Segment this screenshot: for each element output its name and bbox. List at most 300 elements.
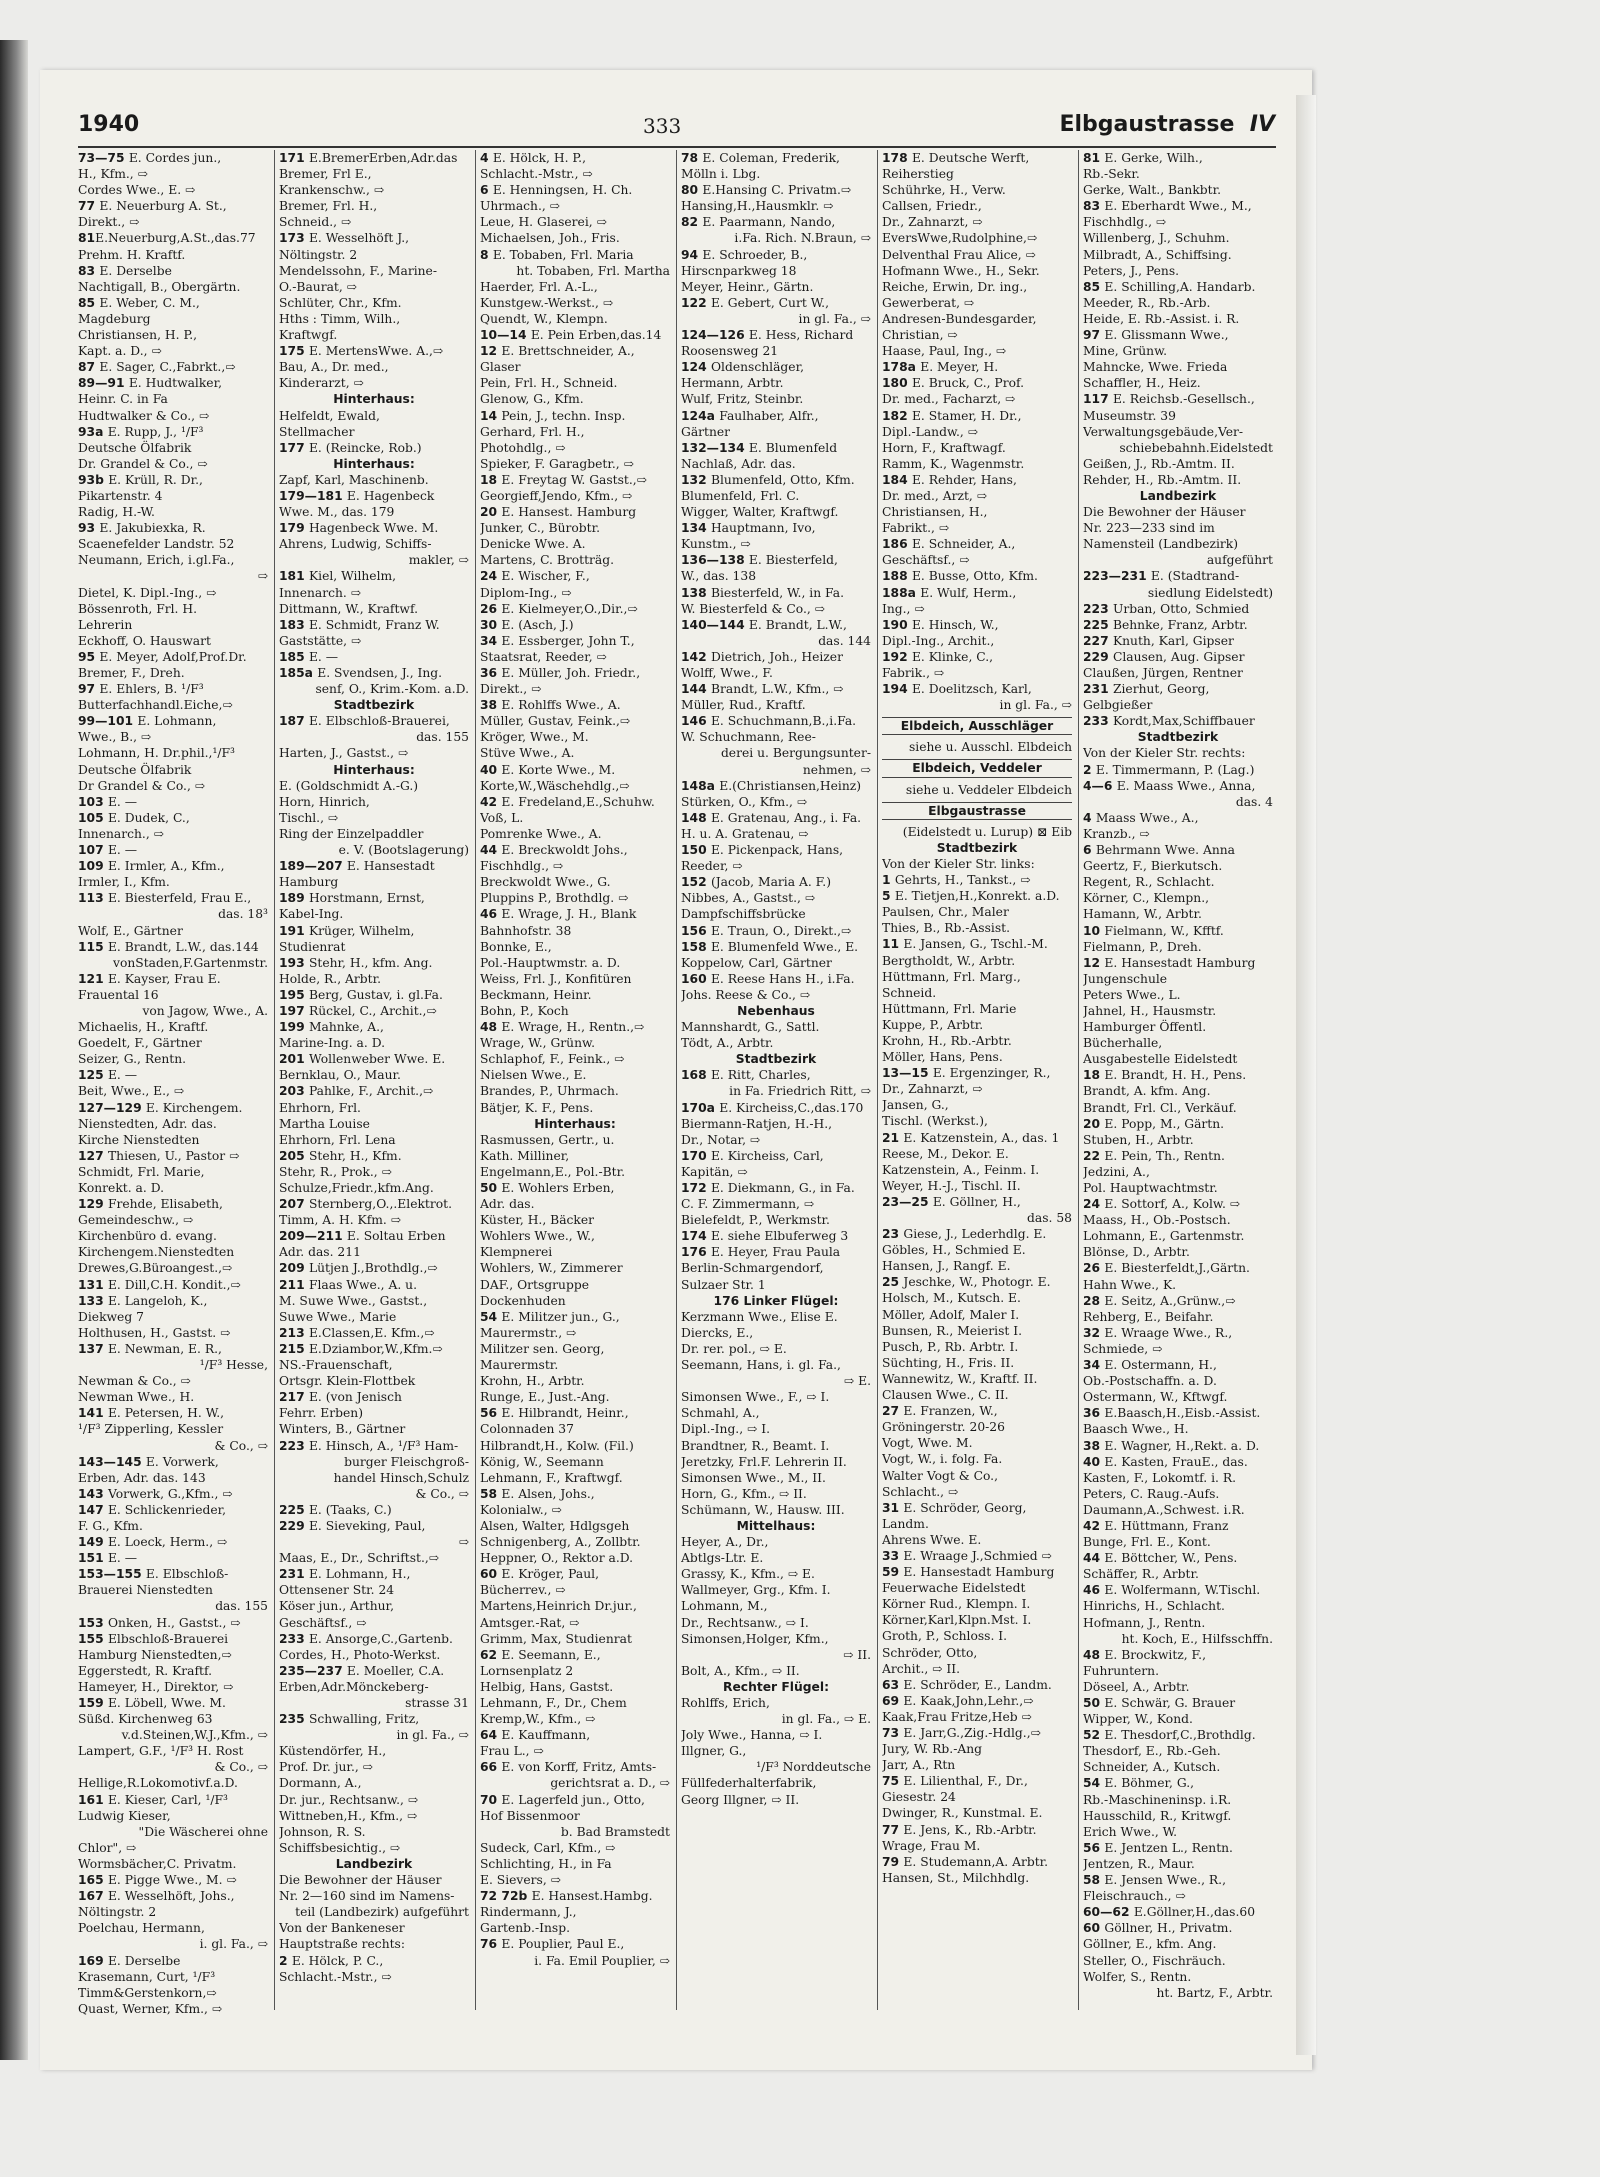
directory-line: 115 E. Brandt, L.W., das.144 [78, 939, 259, 954]
directory-line: 180 E. Bruck, C., Prof. [882, 376, 1025, 391]
directory-line: Glenow, G., Kfm. [480, 392, 584, 407]
directory-line: 107 E. — [78, 843, 138, 858]
directory-line: Schmahl, A., [681, 1406, 760, 1421]
directory-line: 194 E. Doelitzsch, Karl, [882, 682, 1032, 697]
directory-line: Schneider, A., Kutsch. [1083, 1760, 1221, 1775]
directory-line: Kranzb., ⇨ [1083, 826, 1150, 841]
directory-line: Amtsger.-Rat, ⇨ [480, 1615, 580, 1630]
directory-line: 175 E. MertensWwe. A.,⇨ [279, 344, 444, 359]
directory-line: Suwe Wwe., Marie [279, 1309, 397, 1324]
directory-line: 170a E. Kircheiss,C.,das.170 [681, 1100, 864, 1115]
directory-line: Hirscnparkweg 18 [681, 263, 797, 278]
directory-line: Rehder, H., Rb.-Amtm. II. [1083, 472, 1242, 487]
directory-line: Bunge, Frl. E., Kont. [1083, 1535, 1211, 1550]
directory-line: Georgieff,Jendo, Kfm., ⇨ [480, 488, 633, 503]
directory-line: 201 Wollenweber Wwe. E. [279, 1052, 446, 1067]
directory-line: Hausschild, R., Kritwgf. [1083, 1808, 1232, 1823]
directory-line: 152 (Jacob, Maria A. F.) [681, 875, 831, 890]
directory-line: 24 E. Sottorf, A., Kolw. ⇨ [1083, 1197, 1241, 1212]
directory-line: Ahrens, Ludwig, Schiffs- [279, 537, 432, 552]
directory-line: Clausen Wwe., C. II. [882, 1388, 1009, 1403]
directory-line: Von der Kieler Str. rechts: [1083, 746, 1246, 761]
directory-line: 85 E. Schilling,A. Handarb. [1083, 279, 1256, 294]
directory-line: Wigger, Walter, Kraftwgf. [681, 505, 839, 520]
directory-line: Bremer, F., Dreh. [78, 666, 185, 680]
directory-line: 150 E. Pickenpack, Hans, [681, 843, 844, 858]
directory-line: Horn, G., Kfm., ⇨ II. [681, 1486, 807, 1501]
directory-line: Brandt, Frl. Cl., Verkäuf. [1083, 1100, 1237, 1115]
directory-line: Nebenhaus [737, 1003, 815, 1018]
directory-line: Simonsen Wwe., F., ⇨ I. [681, 1390, 830, 1405]
directory-line: Nibbes, A., Gastst., ⇨ [681, 891, 816, 906]
directory-line: Bücherhalle, [1083, 1036, 1163, 1051]
directory-line: 207 Sternberg,O.,.Elektrot. [279, 1197, 453, 1212]
directory-line: 38 E. Wagner, H.,Rekt. a. D. [1083, 1438, 1260, 1453]
directory-line: v.d.Steinen,W.J.,Kfm., ⇨ [121, 1728, 268, 1743]
directory-line: 229 E. Sieveking, Paul, [279, 1518, 426, 1533]
directory-line: 30 E. (Asch, J.) [480, 617, 574, 632]
directory-line: Kuppe, P., Arbtr. [882, 1017, 984, 1032]
directory-line: Timm, A. H. Kfm. ⇨ [279, 1213, 402, 1228]
directory-line: Heide, E. Rb.-Assist. i. R. [1083, 311, 1240, 326]
directory-line: 80 E.Hansing C. Privatm.⇨ [681, 183, 852, 198]
directory-line: 151 E. — [78, 1551, 138, 1566]
directory-line: Meeder, R., Rb.-Arb. [1083, 295, 1211, 310]
directory-line: 143—145 E. Vorwerk, [78, 1454, 219, 1469]
directory-line: Horn, Hinrich, [279, 794, 370, 809]
directory-line: Hofmann, J., Rentn. [1083, 1615, 1206, 1630]
directory-line: Glaser [480, 360, 521, 375]
directory-line: 2 E. Hölck, P. C., [279, 1953, 384, 1968]
directory-line: Krankenschw., ⇨ [279, 183, 385, 198]
directory-line: Schührke, H., Verw. [882, 183, 1006, 198]
directory-line: Dr Grandel & Co., ⇨ [78, 778, 206, 793]
directory-line: Bunsen, R., Meierist I. [882, 1323, 1023, 1338]
directory-line: 56 E. Hilbrandt, Heinr., [480, 1406, 629, 1421]
directory-line: 190 E. Hinsch, W., [882, 617, 999, 632]
directory-line: Sulzaer Str. 1 [681, 1277, 766, 1292]
directory-line: Gärtner [681, 424, 731, 439]
directory-line: Von der Bankeneser [279, 1921, 405, 1936]
column-divider [877, 150, 878, 2010]
directory-line: Dampfschiffsbrücke [681, 907, 806, 922]
directory-line: Maass, H., Ob.-Postsch. [1083, 1213, 1231, 1228]
directory-line: Archit., ⇨ II. [882, 1661, 961, 1676]
directory-line: Katzenstein, A., Feinm. I. [882, 1162, 1040, 1177]
directory-line: Reiche, Erwin, Dr. ing., [882, 279, 1028, 294]
directory-line: W. Biesterfeld & Co., ⇨ [681, 601, 825, 616]
directory-line: 161 E. Kieser, Carl, ¹/F³ [78, 1792, 228, 1807]
directory-line: 156 E. Traun, O., Direkt.,⇨ [681, 923, 852, 938]
directory-line: 58 E. Jensen Wwe., R., [1083, 1873, 1226, 1888]
directory-line: 225 Behnke, Franz, Arbtr. [1083, 617, 1248, 632]
directory-line: F. G., Kfm. [78, 1518, 143, 1533]
directory-line: 149 E. Loeck, Herm., ⇨ [78, 1535, 228, 1550]
header-title [1059, 112, 1275, 137]
directory-line: 97 E. Glissmann Wwe., [1083, 328, 1229, 343]
directory-line: 34 E. Ostermann, H., [1083, 1358, 1217, 1373]
directory-line: 34 E. Essberger, John T., [480, 633, 635, 648]
directory-line: Hamburg [279, 875, 339, 890]
directory-line: Pol. Hauptwachtmstr. [1083, 1181, 1218, 1195]
directory-line: 134 Hauptmann, Ivo, [681, 521, 816, 536]
directory-line: 125 E. — [78, 1068, 138, 1083]
directory-line: Tischl. (Werkst.), [882, 1114, 988, 1129]
directory-line: 146 E. Schuchmann,B.,i.Fa. [681, 714, 857, 729]
directory-line: Hansen, J., Rangf. E. [882, 1259, 1011, 1274]
directory-line: Christiansen, H. P., [78, 328, 198, 343]
directory-line: Stuben, H., Arbtr. [1083, 1132, 1194, 1147]
directory-line: Illgner, G., [681, 1744, 747, 1759]
directory-line: Tödt, A., Arbtr. [681, 1036, 774, 1051]
directory-line: 124a Faulhaber, Alfr., [681, 408, 819, 423]
directory-line: Abtlgs-Ltr. E. [681, 1551, 764, 1566]
directory-line: 59 E. Hansestadt Hamburg [882, 1565, 1055, 1580]
directory-line: Uhrmach., ⇨ [480, 199, 560, 214]
directory-line: Studienrat [279, 939, 346, 954]
directory-line: Haase, Paul, Ing., ⇨ [882, 344, 1007, 359]
directory-line: 73—75 E. Cordes jun., [78, 151, 222, 165]
directory-line: Stadtbezirk [333, 698, 415, 713]
directory-line: Geißen, J., Rb.-Amtm. II. [1083, 456, 1235, 471]
column-divider [676, 150, 677, 2010]
directory-line: Horn, F., Kraftwagf. [882, 440, 1006, 455]
directory-line: Wwe. M., das. 179 [279, 505, 395, 520]
directory-line: 223 Urban, Otto, Schmied [1083, 601, 1250, 616]
directory-line: 18 E. Brandt, H. H., Pens. [1083, 1068, 1247, 1083]
directory-line: Schnigenberg, A., Zollbtr. [480, 1535, 641, 1550]
directory-line: Rasmussen, Gertr., u. [480, 1132, 615, 1147]
directory-line: 79 E. Studemann,A. Arbtr. [882, 1854, 1049, 1869]
directory-line: Mittelhaus: [736, 1518, 816, 1533]
directory-line: 195 Berg, Gustav, i. gl.Fa. [279, 987, 443, 1002]
directory-line: Dwinger, R., Kunstmal. E. [882, 1806, 1043, 1821]
directory-line: Newman Wwe., H. [78, 1390, 195, 1405]
directory-line: 138 Biesterfeld, W., in Fa. [681, 585, 844, 600]
directory-line: siehe u. Ausschl. Elbdeich [908, 740, 1072, 755]
directory-line: Roosensweg 21 [681, 344, 779, 359]
directory-line: 83 E. Derselbe [78, 263, 172, 278]
directory-line: Ortsgr. Klein-Flottbek [279, 1374, 416, 1389]
directory-line: 122 E. Gebert, Curt W., [681, 295, 829, 310]
directory-line: Steller, O., Fischräuch. [1083, 1953, 1226, 1968]
directory-line: Gerke, Walt., Bankbtr. [1083, 183, 1222, 198]
directory-line: Grassy, K., Kfm., ⇨ E. [681, 1567, 815, 1582]
directory-line: Diercks, E., [681, 1325, 754, 1340]
directory-line: Chlor", ⇨ [78, 1840, 137, 1855]
directory-line: 72 72b E. Hansest.Hambg. [480, 1889, 653, 1904]
directory-line: 136—138 E. Biesterfeld, [681, 553, 838, 568]
directory-line: Giesestr. 24 [882, 1790, 956, 1805]
directory-line: von Jagow, Wwe., A. [142, 1003, 268, 1018]
directory-line: 142 Dietrich, Joh., Heizer [681, 649, 843, 664]
directory-line: siedlung Eidelstedt) [1147, 585, 1273, 600]
directory-line: Callsen, Friedr., [882, 199, 982, 214]
directory-line: Hameyer, H., Direktor, ⇨ [78, 1679, 234, 1694]
directory-line: Erben, Adr. das. 143 [78, 1470, 206, 1485]
directory-line: e. V. (Bootslagerung) [338, 843, 469, 858]
directory-line: Fischhdlg., ⇨ [1083, 215, 1167, 230]
directory-line: Radig, H.-W. [78, 505, 155, 520]
directory-line: 227 Knuth, Karl, Gipser [1083, 633, 1234, 648]
directory-line: 28 E. Seitz, A.,Grünw.,⇨ [1083, 1293, 1236, 1308]
directory-line: Neumann, Erich, i.gl.Fa., [78, 553, 235, 568]
directory-line: Dipl.-Ing., ⇨ I. [681, 1422, 771, 1437]
directory-line: Müller, Gustav, Feink.,⇨ [480, 714, 631, 729]
directory-line: 141 E. Petersen, H. W., [78, 1406, 225, 1421]
directory-line: 140—144 E. Brandt, L.W., [681, 617, 847, 632]
directory-line: Christian, ⇨ [882, 328, 958, 343]
directory-line: Marine-Ing. a. D. [279, 1036, 386, 1051]
directory-line: 132—134 E. Blumenfeld [681, 440, 838, 455]
directory-line: Groth, P., Schloss. I. [882, 1629, 1008, 1644]
directory-line: Dr. Grandel & Co., ⇨ [78, 456, 208, 471]
directory-line: 233 Kordt,Max,Schiffbauer [1083, 714, 1255, 729]
directory-line: Engelmann,E., Pol.-Btr. [480, 1164, 626, 1179]
directory-line: Bössenroth, Frl. H. [78, 601, 198, 616]
directory-line: Adr. das. 211 [279, 1245, 361, 1260]
directory-line: Lehmann, F., Dr., Chem [480, 1696, 627, 1710]
directory-line: Kirchenbüro d. evang. [78, 1229, 217, 1244]
directory-line: W. Schuchmann, Ree- [681, 730, 816, 745]
directory-line: Kabel-Ing. [279, 907, 344, 922]
directory-line: Wwe., B., ⇨ [78, 730, 152, 745]
directory-line: 189—207 E. Hansestadt [279, 859, 435, 874]
directory-line: Dormann, A., [279, 1776, 362, 1791]
street-title: Elbgaustrasse [1059, 112, 1235, 137]
directory-line: 77 E. Jens, K., Rb.-Arbtr. [882, 1822, 1037, 1837]
directory-line: Küstendörfer, H., [279, 1744, 387, 1759]
directory-line: 235—237 E. Moeller, C.A. [279, 1663, 445, 1678]
directory-line: 188a E. Wulf, Herm., [882, 585, 1017, 600]
directory-line: 193 Stehr, H., kfm. Ang. [279, 955, 433, 970]
directory-line: 87 E. Sager, C.,Fabrkt.,⇨ [78, 360, 236, 375]
directory-line: 38 E. Rohlffs Wwe., A. [480, 698, 621, 713]
directory-line: Wallmeyer, Grg., Kfm. I. [681, 1583, 831, 1598]
directory-line: Jarr, A., Rtn [882, 1758, 956, 1773]
directory-line: schiebebahnh.Eidelstedt [1119, 440, 1273, 455]
directory-line: 189 Horstmann, Ernst, [279, 891, 425, 906]
directory-line: 153—155 E. Elbschloß- [78, 1567, 229, 1582]
directory-line: Fischhdlg., ⇨ [480, 859, 564, 874]
directory-line: 160 E. Reese Hans H., i.Fa. [681, 971, 855, 986]
directory-line: Konrekt. a. D. [78, 1181, 165, 1195]
directory-line: Geertz, F., Bierkutsch. [1083, 859, 1223, 874]
directory-line: i. Fa. Emil Pouplier, ⇨ [534, 1953, 670, 1968]
directory-line: 89—91 E. Hudtwalker, [78, 376, 223, 391]
directory-line: Simonsen Wwe., M., II. [681, 1470, 826, 1485]
directory-line: 60 E. Kröger, Paul, [480, 1567, 599, 1582]
column-divider [274, 150, 275, 2010]
directory-line: Erben,Adr.Mönckeberg- [279, 1679, 429, 1694]
directory-line: Rechter Flügel: [722, 1679, 830, 1694]
directory-line: 179 Hagenbeck Wwe. M. [279, 521, 439, 536]
directory-line: Gewerberat, ⇨ [882, 295, 975, 310]
book-spine [0, 40, 28, 2060]
directory-line: 48 E. Brockwitz, F., [1083, 1647, 1206, 1662]
directory-line: Heppner, O., Rektor a.D. [480, 1551, 634, 1566]
directory-line: Körner, C., Klempn., [1083, 891, 1210, 906]
directory-line: das. 155 [215, 1599, 268, 1614]
directory-line: Newman & Co., ⇨ [78, 1374, 191, 1389]
directory-line: Mendelssohn, F., Marine- [279, 263, 437, 278]
directory-line: 99—101 E. Lohmann, [78, 714, 217, 729]
directory-line: Christiansen, H., [882, 505, 988, 520]
directory-line: 217 E. (von Jenisch [279, 1390, 402, 1405]
directory-line: 64 E. Kauffmann, [480, 1728, 591, 1743]
directory-line: 50 E. Wohlers Erben, [480, 1181, 615, 1195]
directory-line: Claußen, Jürgen, Rentner [1083, 666, 1243, 680]
directory-line: Hof Bissenmoor [480, 1808, 580, 1823]
directory-line: Hudtwalker & Co., ⇨ [78, 408, 210, 423]
directory-line: Müller, Rud., Kraftf. [681, 698, 806, 713]
directory-line: 2 E. Timmermann, P. (Lag.) [1083, 762, 1255, 777]
directory-line: 93 E. Jakubiexka, R. [78, 521, 206, 536]
directory-line: H. u. A. Gratenau, ⇨ [681, 826, 809, 841]
directory-line: 23—25 E. Göllner, H., [882, 1194, 1021, 1209]
directory-line: 233 E. Ansorge,C.,Gartenb. [279, 1631, 453, 1646]
directory-line: Hüttmann, Frl. Marg., [882, 969, 1021, 984]
directory-line: 76 E. Pouplier, Paul E., [480, 1937, 625, 1952]
directory-line: ⇨ [257, 569, 268, 584]
directory-line: Nöltingstr. 2 [279, 247, 358, 262]
directory-line: ¹/F³ Norddeutsche [756, 1760, 871, 1775]
directory-line: 192 E. Klinke, C., [882, 649, 994, 664]
directory-line: 93b E. Krüll, R. Dr., [78, 472, 203, 487]
directory-line: 127 Thiesen, U., Pastor ⇨ [78, 1148, 240, 1163]
directory-line: Fleischrauch., ⇨ [1083, 1889, 1186, 1904]
directory-line: Colonnaden 37 [480, 1422, 574, 1437]
directory-line: Heyer, A., Dr., [681, 1535, 769, 1550]
directory-line: Schiffsbesichtig., ⇨ [279, 1840, 401, 1855]
directory-line: Lampert, G.F., ¹/F³ H. Rost [78, 1744, 244, 1759]
directory-line: Beckmann, Heinr. [480, 987, 592, 1002]
directory-line: Thesdorf, E., Rb.-Geh. [1083, 1744, 1221, 1759]
directory-line: 81E.Neuerburg,A.St.,das.77 [78, 231, 256, 246]
directory-line: Hinterhaus: [333, 456, 415, 471]
directory-line: Weiss, Frl. J., Konfitüren [480, 971, 632, 986]
directory-line: Daumann,A.,Schwest. i.R. [1083, 1502, 1245, 1517]
directory-line: 170 E. Kircheiss, Carl, [681, 1148, 824, 1163]
directory-line: Winters, B., Gärtner [279, 1422, 406, 1437]
directory-line: C. F. Zimmermann, ⇨ [681, 1197, 815, 1212]
directory-line: Militzer sen. Georg, [480, 1341, 605, 1356]
directory-line: Prof. Dr. jur., ⇨ [279, 1760, 373, 1775]
directory-line: Reeder, ⇨ [681, 859, 743, 874]
directory-line: Bolt, A., Kfm., ⇨ II. [681, 1663, 800, 1678]
directory-line: 185a E. Svendsen, J., Ing. [279, 666, 443, 680]
directory-line: Biermann-Ratjen, H.-H., [681, 1116, 833, 1131]
directory-line: Ottensener Str. 24 [279, 1583, 395, 1598]
directory-line: 42 E. Fredeland,E.,Schuhw. [480, 794, 655, 809]
directory-line: Hansing,H.,Hausmklr. ⇨ [681, 199, 834, 214]
directory-line: Göbles, H., Schmied E. [882, 1243, 1026, 1258]
directory-line: 177 E. (Reincke, Rob.) [279, 440, 422, 455]
directory-line: Schlacht.-Mstr., ⇨ [480, 167, 593, 182]
directory-line: & Co., ⇨ [415, 1486, 469, 1501]
directory-line: Kremp,W., Kfm., ⇨ [480, 1712, 596, 1727]
directory-line: das. 4 [1235, 794, 1273, 809]
directory-line: Jedzini, A., [1083, 1164, 1150, 1179]
directory-line: Magdeburg [78, 311, 151, 326]
directory-line: ht. Bartz, F., Arbtr. [1156, 1985, 1273, 2000]
directory-line: 179—181 E. Hagenbeck [279, 488, 435, 503]
directory-line: 199 Mahnke, A., [279, 1020, 384, 1035]
directory-line: Rb.-Sekr. [1083, 167, 1140, 182]
directory-line: i. gl. Fa., ⇨ [199, 1937, 268, 1952]
directory-line: Schäffer, R., Arbtr. [1083, 1567, 1199, 1582]
directory-line: Peters Wwe., L. [1083, 987, 1181, 1002]
directory-line: 137 E. Newman, E. R., [78, 1341, 222, 1356]
directory-line: 171 E.BremerErben,Adr.das [279, 151, 458, 165]
directory-line: Koppelow, Carl, Gärtner [681, 955, 832, 970]
directory-line: 182 E. Stamer, H. Dr., [882, 408, 1022, 423]
page-header [60, 108, 1275, 138]
directory-line: Walter Vogt & Co., [882, 1468, 998, 1483]
directory-line: ht. Tobaben, Frl. Martha [516, 263, 670, 278]
directory-line: Hellige,R.Lokomotivf.a.D. [78, 1776, 238, 1791]
directory-line: Hansen, St., Milchhdlg. [882, 1870, 1030, 1885]
directory-line: 169 E. Derselbe [78, 1953, 181, 1968]
directory-line: 78 E. Coleman, Frederik, [681, 151, 840, 165]
directory-line: Deutsche Ölfabrik [78, 440, 192, 455]
directory-line: Cordes Wwe., E. ⇨ [78, 183, 196, 198]
directory-line: Kröger, Wwe., M. [480, 730, 589, 745]
directory-line: NS.-Frauenschaft, [279, 1358, 393, 1373]
directory-line: Hahn Wwe., K. [1083, 1277, 1177, 1292]
directory-line: strasse 31 [405, 1696, 469, 1710]
directory-line: das. 155 [416, 730, 469, 745]
directory-line: 147 E. Schlickenrieder, [78, 1502, 227, 1517]
directory-line: Schlaphof, F., Feink., ⇨ [480, 1052, 625, 1067]
directory-line: Krohn, H., Arbtr. [480, 1374, 585, 1389]
directory-line: 13—15 E. Ergenzinger, R., [882, 1066, 1051, 1081]
directory-line: 8 E. Tobaben, Frl. Maria [480, 247, 634, 262]
directory-line: Nielsen Wwe., E. [480, 1068, 587, 1083]
directory-line: Schneid., ⇨ [279, 215, 352, 230]
directory-line: Von der Kieler Str. links: [882, 856, 1035, 871]
directory-line: gerichtsrat a. D., ⇨ [550, 1776, 670, 1791]
directory-line: 21 E. Katzenstein, A., das. 1 [882, 1130, 1060, 1145]
directory-line: 22 E. Pein, Th., Rentn. [1083, 1148, 1225, 1163]
directory-line: in gl. Fa., ⇨ [798, 311, 871, 326]
directory-line: Landbezirk [335, 1856, 413, 1871]
directory-line: Irmler, I., Kfm. [78, 875, 170, 890]
directory-line: in Fa. Friedrich Ritt, ⇨ [729, 1084, 871, 1099]
directory-line: Museumstr. 39 [1083, 408, 1176, 423]
directory-line: teil (Landbezirk) aufgeführt [295, 1905, 469, 1920]
directory-line: 54 E. Böhmer, G., [1083, 1776, 1195, 1791]
directory-line: 11 E. Jansen, G., Tschl.-M. [882, 937, 1048, 952]
directory-columns [78, 150, 1276, 2030]
directory-line: Nienstedten, Adr. das. [78, 1116, 217, 1131]
directory-line: 63 E. Schröder, E., Landm. [882, 1677, 1052, 1692]
directory-line: Rindermann, J., [480, 1905, 577, 1920]
directory-line: Maurermstr. [480, 1358, 559, 1373]
directory-line: Wormsbächer,C. Privatm. [78, 1856, 237, 1871]
directory-line: Direkt., ⇨ [78, 215, 140, 230]
directory-line: Baasch Wwe., H. [1083, 1422, 1189, 1437]
directory-line: 173 E. Wesselhöft J., [279, 231, 410, 246]
directory-line: Möller, Hans, Pens. [882, 1050, 1003, 1065]
directory-line: 186 E. Schneider, A., [882, 537, 1016, 552]
directory-line: Lornsenplatz 2 [480, 1663, 574, 1678]
directory-line: das. 18³ [218, 907, 268, 922]
directory-line: Harten, J., Gastst., ⇨ [279, 746, 409, 761]
directory-line: Kunstgew.-Werkst., ⇨ [480, 295, 614, 310]
directory-line: 205 Stehr, H., Kfm. [279, 1148, 402, 1163]
directory-line: Bohn, P., Koch [480, 1003, 569, 1018]
